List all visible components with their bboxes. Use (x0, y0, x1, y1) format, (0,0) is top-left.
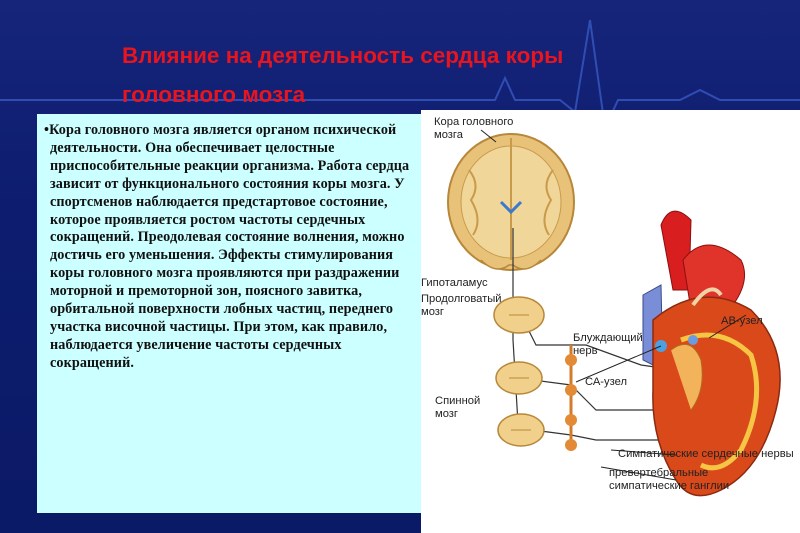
label-av-node: АВ-узел (721, 315, 763, 327)
bullet: • (44, 122, 50, 138)
slide-title (122, 36, 722, 114)
spinal-segments (494, 297, 544, 446)
text-box (37, 114, 421, 513)
label-spinal-line-2: мозг (435, 408, 458, 420)
label-spinal (435, 395, 480, 421)
body-text: Кора головного мозга является органом психической деятельности. Она обеспечивает целостные приспособительные реакции организма. Работа сердца зависит от функционального состояния коры мозга. У спортсменов наблюдается предстартовое состояние, которое проявляется ростом частоты сердечных сокращений. Преодолевая состояние волнения, можно достичь его уменьшения. Эффекты стимулирования коры головного мозга проявляются при раздражении моторной и премоторной зон, поясного завитка, орбитальной поверхности лобных частиц, переднего участка височной частицы. При этом, как правило, наблюдается увеличение частоты сердечных сокращений. (49, 122, 410, 371)
sympathetic-ganglia (565, 345, 577, 451)
label-vagus-line-1: Блуждающий (573, 332, 643, 344)
label-medulla (421, 293, 502, 319)
label-hypothalamus: Гипоталамус (421, 277, 488, 289)
label-ganglia (609, 467, 729, 493)
label-ganglia-line-1: превертебральные (609, 467, 709, 479)
label-sa-node: СА-узел (585, 376, 627, 388)
label-medulla-line-1: Продолговатый (421, 293, 502, 305)
brain-illustration (448, 134, 574, 270)
label-medulla-line-2: мозг (421, 306, 444, 318)
title-line-2: головного мозга (122, 82, 306, 107)
label-ganglia-line-2: симпатические ганглии (609, 480, 730, 492)
heart-innervation-figure (421, 110, 800, 533)
label-cortex (434, 116, 513, 142)
title-line-1: Влияние на деятельность сердца коры (122, 43, 564, 68)
label-cortex-line-1: Кора головного (434, 116, 514, 128)
label-vagus-line-2: нерв (573, 345, 598, 357)
label-spinal-line-1: Спинной (435, 395, 481, 407)
label-vagus (573, 332, 643, 358)
body-paragraph (44, 122, 413, 373)
label-cortex-line-2: мозга (434, 129, 463, 141)
label-sympathetic-nerves: Симпатические сердечные нервы (618, 448, 794, 460)
